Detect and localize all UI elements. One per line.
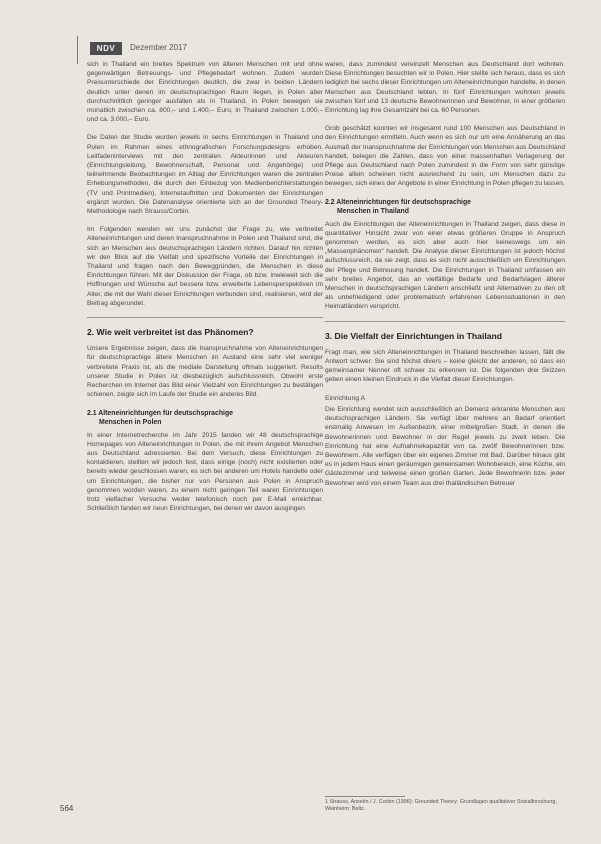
paragraph: Fragt man, wie sich Alteneinrichtungen in Thailand beschreiben lassen, fällt die Antwort schwer. Sie sind höchst divers – keine gleicht der anderen, so dass ein gemeinsamer Nenner oft schwer zu erkennen ist. Die folgenden drei Skizzen geben einen kleinen Eindruck in die Vielfalt dieser Einrichtungen.: [325, 348, 565, 384]
subsection-heading: [87, 409, 323, 427]
section-heading: 3. Die Vielfalt der Einrichtungen in Thailand: [325, 330, 502, 341]
paragraph: waren, dass zumindest vereinzelt Menschen aus Deutschland dort wohnten. Diese Einrichtungen besuchten wir in Polen. Hier stellte sich heraus, dass es sich lediglich bei sechs dieser Einrichtungen um Alteneinrichtungen handelte, in denen Menschen aus Deutschland lebten. In fünf Einrichtungen wohnten jeweils zwischen fünf und 13 deutsche Bewohnerinnen und Bewohner, in einer größeren Einrichtung lag ihre Gesamtzahl bei ca. 60 Personen.: [325, 61, 565, 115]
issue-date: Dezember 2017: [130, 43, 187, 52]
page-number: 564: [60, 804, 74, 813]
section-divider: [325, 321, 565, 322]
footnote: 1 Strauss, Anselm / J. Corbin (1996): Grounded Theory: Grundlagen qualitativer Sozialforschung, Weinheim: Beltz.: [325, 799, 557, 812]
paragraph: Auch die Einrichtungen der Alteneinrichtungen in Thailand zeigen, dass diese in quantitativer Hinsicht zwar von einer etwas größeren Gruppe in Anspruch genommen werden, es sich aber auch hier keineswegs um ein „Massenphänomen“ handelt. Die Analyse dieser Einrichtungen ist jedoch höchst aufschlussreich, da sie zeigt, dass es sich nicht ausschließlich um Einrichtungen der Pflege und Betreuung handelt. Die Einrichtungen in Thailand umfassen ein sehr breites Angebot, das an vielfältige Bedarfe und Bedarfslagen älterer Menschen in deutschsprachigen Ländern anschließt und Alternativen zu den oft als unbefriedigend oder problematisch erfahrenen Lebenssituationen in den Heimatländern verspricht.: [325, 220, 565, 311]
paragraph: Die Daten der Studie wurden jeweils in sechs Einrichtungen in Thailand und Polen im Rahmen eines ethnografischen Forschungsdesigns erhoben. Leitfadeninterviews mit den zentralen Akteurinnen und Akteuren (Einrichtungsleitung, Bewohnerschaft, Personal und Angehörige) und teilnehmende Beobachtungen im Alltag der Einrichtungen waren die zentralen Erhebungsmethoden, die durch den Einbezug von Medienberichterstattungen (TV und Printmedien), Internetauftritten und Dokumenten der Einrichtungen ergänzt wurden. Die Datenanalyse orientierte sich an der Grounded Theory-Methodologie nach Strauss/Corbin.: [87, 134, 323, 216]
right-column: [325, 60, 565, 497]
paragraph: Unsere Ergebnisse zeigen, dass die Inanspruchnahme von Alteneinrichtungen für deutschsprachige ältere Menschen im Ausland eine sehr viel weniger verbreitete Praxis ist, als die mediale Darstellung oftmals suggeriert. Results unserer Studie in Polen ist diesbezüglich aufschlussreich. Obwohl erste Recherchen im Internet das Bild einer Vielzahl von Einrichtungen zu bestätigen schienen, zeigte sich im Laufe der Studie ein anderes Bild.: [87, 345, 323, 399]
paragraph: Im Folgenden wenden wir uns zunächst der Frage zu, wie verbreitet Alteneinrichtungen und deren Inanspruchnahme in Polen und Thailand sind, die sich an Menschen aus deutschsprachigen Ländern richten. Darauf hin richten wir den Blick auf die Vielfalt und spezifische Vorteile der Einrichtungen in Thailand und fragen nach den Beweggründen, die Menschen in diese Einrichtungen führen. Mit der Diskussion der Frage, ob bzw. inwieweit sich die Hoffnungen und Wünsche auf bessere bzw. erweiterte Lebensperspektiven im Alter, die mit der Wahl dieser Einrichtungen verbunden sind, realisieren, wird der Beitrag abgerundet.: [87, 226, 323, 307]
case-label: Einrichtung A: [325, 394, 366, 402]
subsection-heading: [325, 198, 565, 216]
journal-logo: NDV: [90, 42, 122, 55]
paragraph: Die Einrichtung wendet sich ausschließlich an Demenz erkrankte Menschen aus deutschsprachigen Ländern. Sie verfügt über mehrere an Bedarf orientiert erstmalig Anwesen im Außenbezirk einer mittelgroßen Stadt, in denen die Bewohnerinnen und Bewohner in der Regel jeweils zu zweit leben. Die Einrichtung hat eine Aufnahmekapazität von ca. zwölf Bewohnerinnen bzw. Bewohnern. Alle verfügen über ein eigenes Zimmer mit Bad. Darüber hinaus gibt es in jedem Haus einen geräumigen gemeinsamen Wohnbereich, eine Küche, ein Gästezimmer und teilweise einen großen Garten. Jede Bewohnerin bzw. jeder Bewohner wird von einem Team aus drei thailändischen Betreuer: [325, 405, 565, 487]
subsection-heading-line2: Menschen in Polen: [99, 418, 162, 426]
subsection-heading-line1: 2.1 Alteneinrichtungen für deutschsprachige: [87, 409, 234, 417]
paragraph: sich in Thailand ein breites Spektrum von älteren Menschen mit und ohne gegenwärtigen Betreuungs- und Pflegebedarf wohnen. Zudem wurden Preisunterschiede der Einrichtungen deutlich, die zwar in beiden Ländern deutlich unter denen im deutschsprachigen Raum liegen, in Polen aber durchschnittlich geringer ausfallen als in Thailand. In Polen bewegen sie monatlich zwischen ca. 800,– und 1.400,– Euro, in Thailand zwischen 1.000,– und ca. 3.000,– Euro.: [87, 61, 323, 124]
section-divider: [87, 317, 323, 318]
paragraph: In einer Internetrecherche im Jahr 2015 fanden wir 48 deutschsprachige Homepages von Alteneinrichtungen in Polen, die mit ihrem Angebot Menschen aus Deutschland adressierten. Bei dem Versuch, diese Einrichtungen zu kontaktieren, stellten wir jedoch fest, dass einige (noch) nicht existierten oder bereits wieder geschlossen waren, es sich bei anderen um Hotels handelte oder um Einrichtungen, die bisher nur von Personen aus Polen in Anspruch genommen worden waren, zu einem nicht geringen Teil waren Einrichtungen trotz vielfacher Versuche weder telefonisch noch per E-Mail erreichbar. Schließlich fanden wir neun Einrichtungen, bei denen wir davon ausgingen: [87, 431, 323, 513]
subsection-heading-line2: Menschen in Thailand: [337, 207, 409, 215]
subsection-heading-line1: 2.2 Alteneinrichtungen für deutschsprachige: [325, 198, 472, 206]
footnote-divider: [325, 796, 405, 797]
paragraph: Grob geschätzt konnten wir insgesamt rund 100 Menschen aus Deutschland in den Einrichtungen ermitteln. Auch wenn es sich nur um eine Annäherung an das Ausmaß der Inanspruchnahme der Einrichtungen von Menschen aus Deutschland handelt, belegen die Zahlen, dass von einer massenhaften Verlagerung der Pflege aus Deutschland nach Polen zumindest in die Form von sehr günstige Preise allein scheinen nicht ausreichend zu sein, um Menschen dazu zu bewegen, sich eines der Angebote in einer Einrichtung in Polen pflegen zu lassen.: [325, 125, 565, 188]
page-header: [78, 42, 548, 56]
left-column: [87, 60, 323, 522]
section-heading: 2. Wie weit verbreitet ist das Phänomen?: [87, 327, 254, 338]
